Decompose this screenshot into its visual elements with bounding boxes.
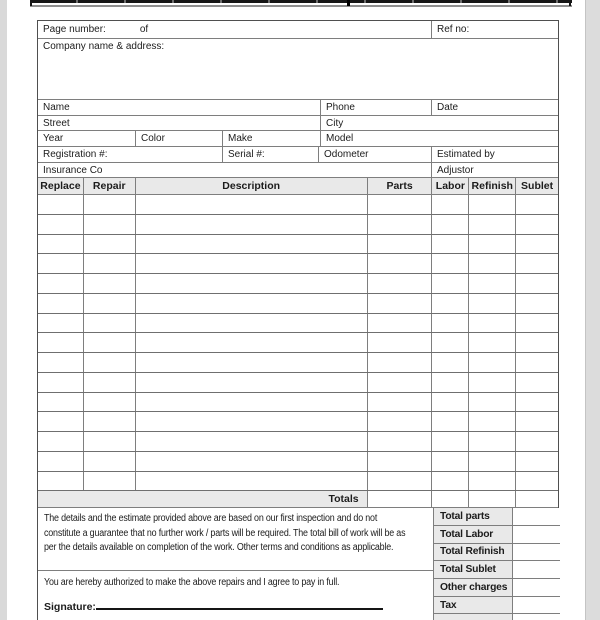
estimate-cell-parts[interactable] [368, 294, 433, 313]
column-header-sublet: Sublet [521, 180, 554, 192]
estimate-cell-description[interactable] [136, 393, 368, 412]
total-sublet-value[interactable] [513, 561, 560, 578]
estimate-cell-refinish[interactable] [469, 472, 516, 491]
summary-table [434, 508, 560, 620]
page-number-field[interactable] [38, 21, 432, 38]
estimate-cell-sublet[interactable] [516, 215, 558, 234]
phone-field[interactable] [321, 100, 432, 115]
estimate-cell-parts[interactable] [368, 412, 433, 431]
estimate-row [38, 452, 558, 472]
estimate-cell-labor[interactable] [432, 353, 469, 372]
repair-estimate-form [37, 20, 559, 620]
estimate-cell-description[interactable] [136, 412, 368, 431]
estimate-cell-sublet[interactable] [516, 235, 558, 254]
estimate-cell-parts[interactable] [368, 432, 433, 451]
name-field[interactable] [38, 100, 321, 115]
terms-text [38, 508, 433, 571]
estimate-cell-repair[interactable] [84, 432, 136, 451]
estimate-cell-parts[interactable] [368, 195, 433, 214]
estimate-cell-replace[interactable] [38, 314, 84, 333]
estimate-cell-labor[interactable] [432, 432, 469, 451]
estimate-cell-refinish[interactable] [469, 333, 516, 352]
estimate-cell-repair[interactable] [84, 314, 136, 333]
estimate-cell-sublet[interactable] [516, 195, 558, 214]
estimate-table-body [38, 195, 558, 491]
estimate-row [38, 195, 558, 215]
authorization-text: You are hereby authorized to make the above repairs and I agree to pay in full. [44, 577, 340, 589]
estimate-cell-repair[interactable] [84, 235, 136, 254]
estimate-cell-sublet[interactable] [516, 333, 558, 352]
company-row [38, 39, 558, 100]
estimate-cell-parts[interactable] [368, 215, 433, 234]
estimate-row [38, 314, 558, 334]
estimate-cell-repair[interactable] [84, 333, 136, 352]
estimate-cell-description[interactable] [136, 195, 368, 214]
estimate-cell-description[interactable] [136, 373, 368, 392]
estimate-cell-repair[interactable] [84, 254, 136, 273]
estimate-cell-replace[interactable] [38, 294, 84, 313]
estimate-cell-refinish[interactable] [469, 294, 516, 313]
total-refinish-value[interactable] [513, 544, 560, 561]
estimate-cell-parts[interactable] [368, 373, 433, 392]
estimate-row [38, 373, 558, 393]
estimate-cell-labor[interactable] [432, 412, 469, 431]
estimate-cell-description[interactable] [136, 235, 368, 254]
title-box-right-border [569, 0, 571, 6]
estimate-cell-repair[interactable] [84, 274, 136, 293]
title-box-cutoff-bottom [30, 0, 572, 3]
name-phone-date-row [38, 100, 558, 116]
signature-label: Signature: [44, 601, 96, 614]
estimate-cell-refinish[interactable] [469, 254, 516, 273]
estimate-cell-sublet[interactable] [516, 373, 558, 392]
signature-row [44, 601, 427, 613]
tax-row [434, 597, 560, 615]
name-label: Name [43, 102, 70, 113]
estimate-row [38, 353, 558, 373]
year-label: Year [43, 133, 64, 144]
other-charges-label: Other charges [434, 579, 513, 596]
summary-partial-value[interactable] [513, 614, 560, 620]
estimate-cell-labor[interactable] [432, 472, 469, 491]
estimate-cell-refinish[interactable] [469, 215, 516, 234]
totals-labor-cell[interactable] [432, 491, 469, 507]
vehicle-row [38, 131, 558, 147]
estimate-cell-parts[interactable] [368, 274, 433, 293]
column-header-parts: Parts [368, 178, 433, 194]
estimate-cell-replace[interactable] [38, 235, 84, 254]
summary-partial-label [434, 614, 513, 620]
color-field[interactable] [136, 131, 223, 146]
total-refinish-row [434, 544, 560, 562]
company-field[interactable] [38, 39, 558, 99]
terms-line: constitute a guarantee that no further work / parts will be required. The total bill of work will be as [44, 527, 406, 539]
ref-no-field[interactable] [432, 21, 558, 38]
estimate-row [38, 215, 558, 235]
estimate-cell-refinish[interactable] [469, 314, 516, 333]
estimate-row [38, 333, 558, 353]
estimate-row [38, 274, 558, 294]
estimate-cell-description[interactable] [136, 215, 368, 234]
estimate-cell-replace[interactable] [38, 274, 84, 293]
estimate-cell-labor[interactable] [432, 215, 469, 234]
street-field[interactable] [38, 116, 321, 130]
estimate-cell-parts[interactable] [368, 333, 433, 352]
estimate-cell-labor[interactable] [432, 393, 469, 412]
estimate-cell-labor[interactable] [432, 333, 469, 352]
estimate-row [38, 472, 558, 492]
bottom-left-pane [38, 508, 434, 620]
estimate-cell-parts[interactable] [368, 472, 433, 491]
estimate-cell-parts[interactable] [368, 254, 433, 273]
odometer-field[interactable] [319, 147, 432, 162]
estimate-cell-repair[interactable] [84, 452, 136, 471]
estimate-table-header [38, 178, 558, 195]
estimate-cell-description[interactable] [136, 274, 368, 293]
estimate-cell-refinish[interactable] [469, 195, 516, 214]
city-field[interactable] [321, 116, 558, 130]
estimate-cell-repair[interactable] [84, 294, 136, 313]
model-field[interactable] [321, 131, 558, 146]
estimate-cell-description[interactable] [136, 432, 368, 451]
estimate-cell-description[interactable] [136, 333, 368, 352]
total-parts-value[interactable] [513, 508, 560, 525]
total-refinish-label: Total Refinish [434, 544, 513, 561]
estimate-cell-parts[interactable] [368, 235, 433, 254]
estimate-cell-replace[interactable] [38, 412, 84, 431]
scan-edge-left [0, 0, 7, 620]
estimated-by-field[interactable] [432, 147, 558, 162]
estimate-cell-replace[interactable] [38, 195, 84, 214]
estimate-cell-replace[interactable] [38, 452, 84, 471]
estimate-cell-labor[interactable] [432, 254, 469, 273]
column-header-labor: Labor [432, 178, 469, 194]
estimate-cell-sublet[interactable] [516, 314, 558, 333]
insurance-field[interactable] [38, 163, 432, 177]
total-labor-row [434, 526, 560, 544]
estimate-cell-parts[interactable] [368, 452, 433, 471]
serial-label: Serial #: [228, 149, 265, 160]
odometer-label: Odometer [324, 149, 369, 160]
street-city-row [38, 116, 558, 131]
estimate-cell-description[interactable] [136, 314, 368, 333]
estimate-cell-description[interactable] [136, 254, 368, 273]
street-label: Street [43, 117, 70, 129]
registration-field[interactable] [38, 147, 223, 162]
estimate-cell-sublet[interactable] [516, 393, 558, 412]
serial-field[interactable] [223, 147, 319, 162]
estimate-cell-parts[interactable] [368, 393, 433, 412]
bottom-section [38, 508, 558, 620]
title-box-underline [30, 5, 572, 7]
total-sublet-label: Total Sublet [434, 561, 513, 578]
adjustor-label: Adjustor [437, 164, 474, 176]
estimated-by-label: Estimated by [437, 149, 495, 160]
total-parts-row [434, 508, 560, 526]
estimate-cell-description[interactable] [136, 472, 368, 491]
make-field[interactable] [223, 131, 321, 146]
column-header-replace: Replace [38, 178, 84, 194]
signature-line[interactable] [96, 601, 383, 610]
insurance-label: Insurance Co [43, 164, 103, 176]
estimate-cell-replace[interactable] [38, 353, 84, 372]
estimate-row [38, 235, 558, 255]
estimate-cell-sublet[interactable] [516, 412, 558, 431]
estimate-cell-sublet[interactable] [516, 472, 558, 491]
estimate-cell-repair[interactable] [84, 393, 136, 412]
column-header-description: Description [136, 178, 368, 194]
estimate-cell-sublet[interactable] [516, 452, 558, 471]
estimate-cell-sublet[interactable] [516, 353, 558, 372]
estimate-cell-labor[interactable] [432, 235, 469, 254]
estimate-row [38, 393, 558, 413]
terms-line: per the details available on completion of the work. Other terms and conditions as applicable. [44, 542, 394, 554]
estimate-cell-replace[interactable] [38, 393, 84, 412]
terms-line: The details and the estimate provided above are based on our first inspection and do not [44, 513, 378, 525]
estimate-cell-refinish[interactable] [469, 412, 516, 431]
total-parts-label: Total parts [434, 508, 513, 525]
estimate-cell-refinish[interactable] [469, 452, 516, 471]
adjustor-field[interactable] [432, 163, 558, 177]
estimate-cell-labor[interactable] [432, 452, 469, 471]
estimate-cell-repair[interactable] [84, 353, 136, 372]
title-box-left-border [30, 0, 32, 6]
page-number-label: Page number: [43, 24, 106, 35]
summary-partial-row [434, 614, 560, 620]
total-labor-label: Total Labor [434, 526, 513, 543]
date-field[interactable] [432, 100, 558, 115]
estimate-cell-replace[interactable] [38, 472, 84, 491]
estimate-cell-sublet[interactable] [516, 432, 558, 451]
of-label: of [139, 24, 149, 35]
title-text-descender [347, 0, 350, 6]
estimate-cell-description[interactable] [136, 294, 368, 313]
estimate-cell-repair[interactable] [84, 472, 136, 491]
estimate-row [38, 412, 558, 432]
estimate-cell-labor[interactable] [432, 195, 469, 214]
city-label: City [326, 117, 344, 129]
estimate-cell-repair[interactable] [84, 195, 136, 214]
column-header-repair: Repair [84, 178, 136, 194]
insurance-row [38, 163, 558, 178]
totals-label: Totals [38, 491, 368, 507]
estimate-cell-labor[interactable] [432, 274, 469, 293]
estimate-cell-description[interactable] [136, 452, 368, 471]
scan-edge-right [585, 0, 600, 620]
estimate-cell-refinish[interactable] [469, 353, 516, 372]
estimate-cell-labor[interactable] [432, 294, 469, 313]
date-label: Date [437, 102, 459, 113]
estimate-cell-sublet[interactable] [516, 274, 558, 293]
estimate-cell-repair[interactable] [84, 373, 136, 392]
page-number-row [38, 21, 558, 39]
estimate-cell-parts[interactable] [368, 353, 433, 372]
estimate-cell-refinish[interactable] [469, 274, 516, 293]
estimate-cell-labor[interactable] [432, 373, 469, 392]
total-sublet-row [434, 561, 560, 579]
estimate-cell-replace[interactable] [38, 215, 84, 234]
column-header-refinish: Refinish [469, 178, 516, 194]
totals-row [38, 491, 558, 508]
total-labor-value[interactable] [513, 526, 560, 543]
estimate-cell-sublet[interactable] [516, 254, 558, 273]
other-charges-row [434, 579, 560, 597]
year-field[interactable] [38, 131, 136, 146]
estimate-row [38, 254, 558, 274]
authorization-box [38, 571, 433, 620]
estimate-cell-refinish[interactable] [469, 432, 516, 451]
totals-sublet-cell[interactable] [516, 491, 558, 507]
color-label: Color [141, 133, 165, 144]
phone-label: Phone [326, 102, 355, 113]
estimate-cell-refinish[interactable] [469, 235, 516, 254]
estimate-cell-refinish[interactable] [469, 373, 516, 392]
ref-no-label: Ref no: [437, 24, 470, 35]
estimate-cell-description[interactable] [136, 353, 368, 372]
totals-parts-cell[interactable] [368, 491, 433, 507]
registration-label: Registration #: [43, 149, 108, 160]
estimate-cell-sublet[interactable] [516, 294, 558, 313]
estimate-cell-replace[interactable] [38, 333, 84, 352]
estimate-cell-repair[interactable] [84, 215, 136, 234]
make-label: Make [228, 133, 253, 144]
estimate-cell-replace[interactable] [38, 432, 84, 451]
estimate-cell-labor[interactable] [432, 314, 469, 333]
estimate-cell-replace[interactable] [38, 254, 84, 273]
tax-value[interactable] [513, 597, 560, 614]
tax-label: Tax [434, 597, 513, 614]
estimate-cell-repair[interactable] [84, 412, 136, 431]
estimate-row [38, 432, 558, 452]
totals-refinish-cell[interactable] [469, 491, 516, 507]
estimate-cell-replace[interactable] [38, 373, 84, 392]
other-charges-value[interactable] [513, 579, 560, 596]
company-label: Company name & address: [43, 41, 165, 52]
model-label: Model [326, 133, 354, 144]
estimate-cell-refinish[interactable] [469, 393, 516, 412]
estimate-cell-parts[interactable] [368, 314, 433, 333]
estimate-row [38, 294, 558, 314]
registration-row [38, 147, 558, 163]
